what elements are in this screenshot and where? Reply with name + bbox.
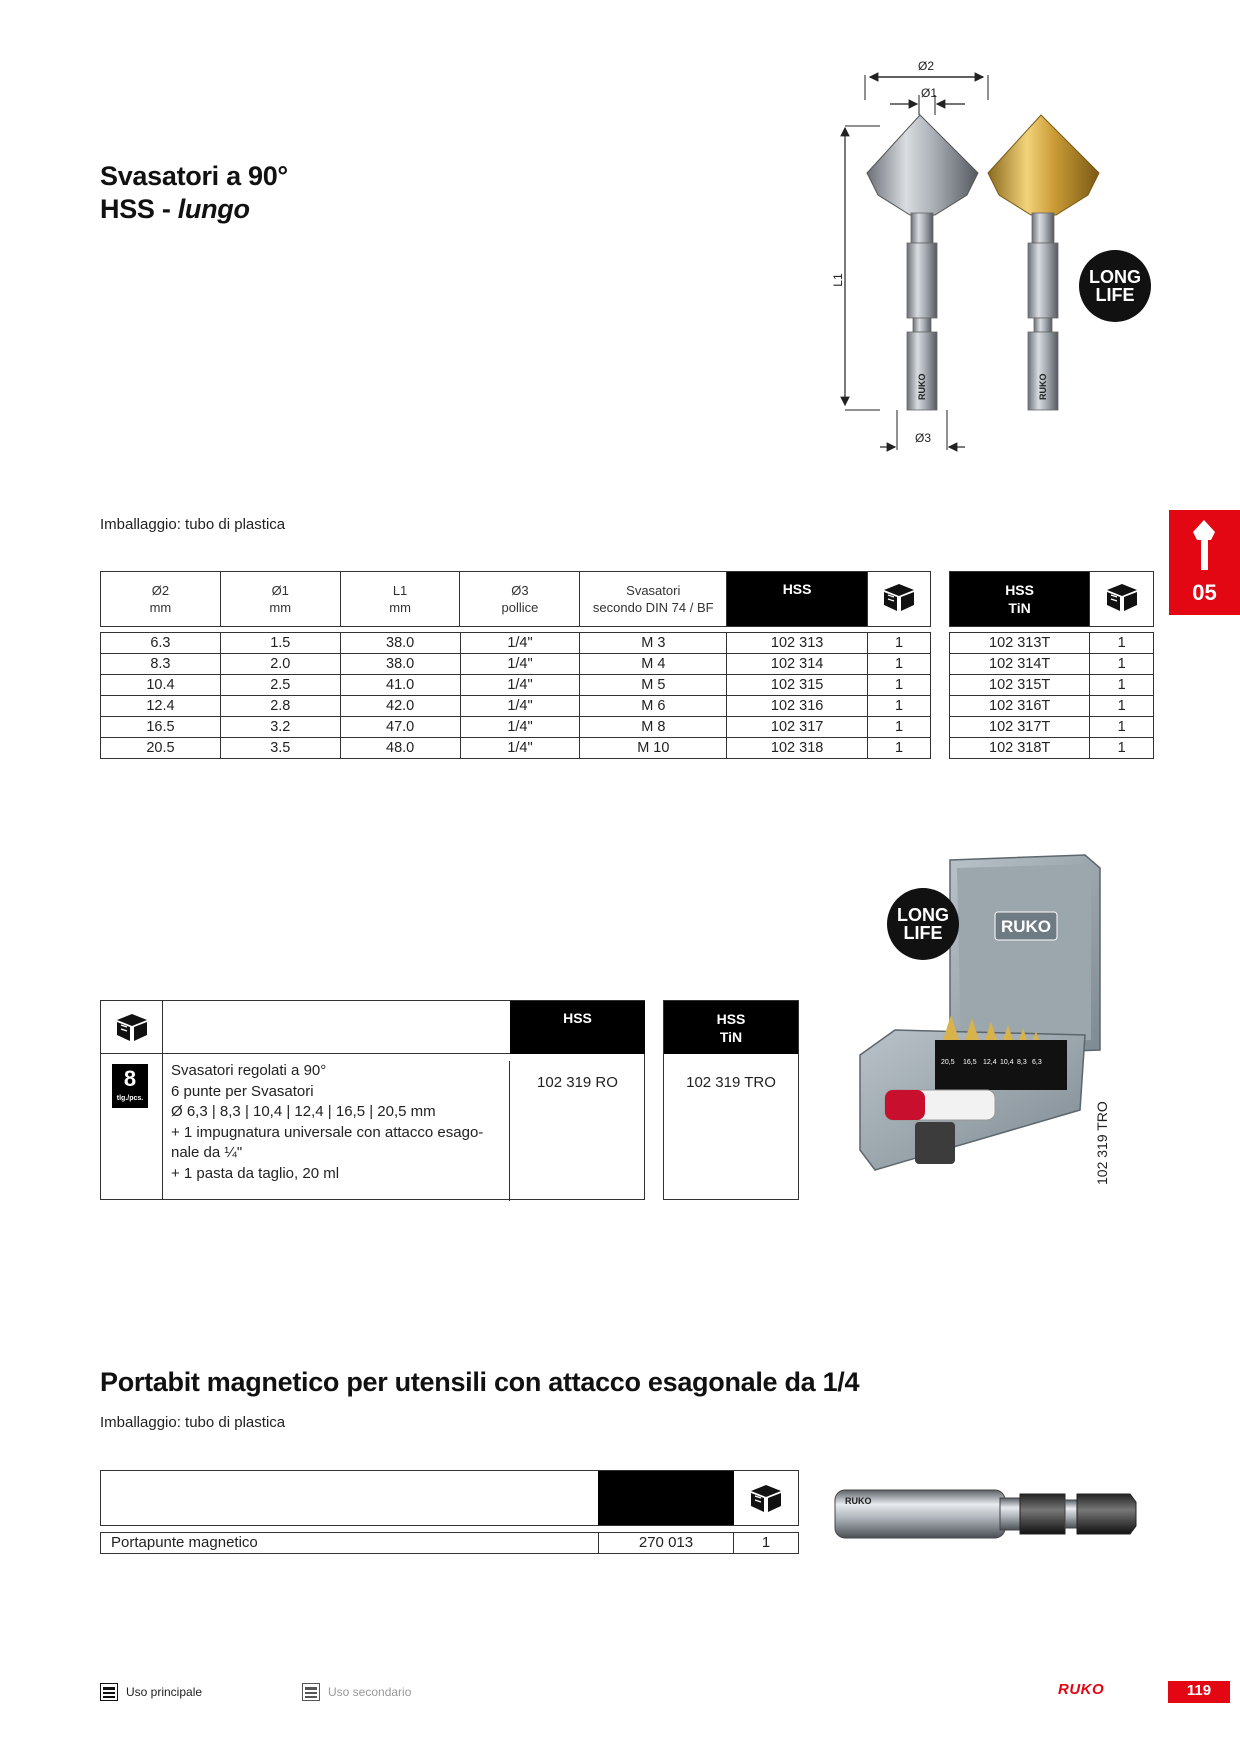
table-row [950, 738, 1154, 759]
steel-tool-brand: RUKO [917, 373, 927, 400]
svg-text:8,3: 8,3 [1017, 1059, 1027, 1066]
primary-use-icon [100, 1683, 118, 1701]
bit-holder-code-header [598, 1471, 734, 1525]
bit-holder-row [100, 1532, 799, 1554]
col-qty-header [868, 572, 931, 627]
cell-bf: M 5 [580, 675, 727, 696]
cell-tin: 102 313T [950, 633, 1090, 654]
col-l1-header: L1 mm [340, 572, 460, 627]
gold-tool-brand: RUKO [1038, 373, 1048, 400]
table-row [101, 633, 931, 654]
dim-d1-label: Ø1 [920, 86, 938, 100]
bit-holder-header [100, 1470, 799, 1526]
cell-l1: 38.0 [340, 633, 460, 654]
table-row [950, 675, 1154, 696]
set-hss-header: HSS [510, 1001, 645, 1054]
cell-qty: 1 [868, 675, 931, 696]
set-desc-line: Svasatori regolati a 90° [171, 1062, 327, 1079]
set-tin-code: 102 319 TRO [686, 1074, 776, 1091]
main-table-body [100, 632, 931, 759]
dim-d3-label: Ø3 [914, 431, 932, 445]
bit-holder-name: Portapunte magnetico [111, 1534, 258, 1551]
cell-l1: 47.0 [340, 717, 460, 738]
table-row [950, 654, 1154, 675]
cell-tin_qty: 1 [1090, 654, 1154, 675]
cell-d2: 10.4 [101, 675, 221, 696]
cell-hss: 102 316 [727, 696, 868, 717]
cell-tin_qty: 1 [1090, 696, 1154, 717]
table-row [101, 675, 931, 696]
set-tin-table [663, 1000, 799, 1200]
cell-d1: 1.5 [220, 633, 340, 654]
cell-tin: 102 314T [950, 654, 1090, 675]
table-row [101, 696, 931, 717]
box-icon [1103, 581, 1141, 613]
bit-holder-code: 270 013 [598, 1533, 734, 1553]
cell-d2: 8.3 [101, 654, 221, 675]
cell-tin_qty: 1 [1090, 717, 1154, 738]
cell-qty: 1 [868, 738, 931, 759]
footer-brand: RUKO [1058, 1681, 1105, 1698]
cell-qty: 1 [868, 633, 931, 654]
cell-hss: 102 315 [727, 675, 868, 696]
dim-l1-label: L1 [831, 273, 845, 287]
cell-d1: 2.0 [220, 654, 340, 675]
cell-d3: 1/4" [460, 696, 580, 717]
set-desc-line: + 1 pasta da taglio, 20 ml [171, 1164, 340, 1182]
set-description [163, 1061, 510, 1201]
cell-tin_qty: 1 [1090, 675, 1154, 696]
countersink-tab-icon [1169, 510, 1240, 580]
col-tin-qty-header [1090, 572, 1154, 627]
case-brand: RUKO [1000, 917, 1052, 936]
cell-d3: 1/4" [460, 633, 580, 654]
table-row [101, 717, 931, 738]
cell-tin: 102 316T [950, 696, 1090, 717]
box-icon [880, 581, 918, 613]
long-life-badge-2: LONG LIFE [887, 888, 959, 960]
table-row [950, 717, 1154, 738]
cell-bf: M 8 [580, 717, 727, 738]
cell-d3: 1/4" [460, 738, 580, 759]
cell-bf: M 10 [580, 738, 727, 759]
bit-holder-packaging: Imballaggio: tubo di plastica [100, 1414, 286, 1431]
svg-text:6,3: 6,3 [1032, 1059, 1042, 1066]
set-pieces-cell [101, 1054, 163, 1200]
pieces-badge: 8 tlg./pcs. [112, 1064, 148, 1108]
set-vertical-code: 102 319 TRO [1094, 1101, 1110, 1185]
secondary-use-icon [302, 1683, 320, 1701]
cell-tin: 102 317T [950, 717, 1090, 738]
cell-d1: 3.5 [220, 738, 340, 759]
cell-d2: 12.4 [101, 696, 221, 717]
bit-holder-brand: RUKO [845, 1496, 872, 1506]
col-d3-header: Ø3 pollice [460, 572, 580, 627]
cell-bf: M 6 [580, 696, 727, 717]
cell-hss: 102 313 [727, 633, 868, 654]
steel-countersink [867, 115, 978, 410]
title-line-2: HSS - lungo [100, 194, 250, 224]
footer-primary-use: Uso principale [100, 1683, 202, 1701]
gold-countersink [988, 115, 1099, 410]
col-tin-header: HSS TiN [950, 572, 1090, 627]
cell-d1: 2.8 [220, 696, 340, 717]
cell-hss: 102 318 [727, 738, 868, 759]
svg-text:16,5: 16,5 [963, 1059, 977, 1066]
cell-l1: 38.0 [340, 654, 460, 675]
col-din-header: Svasatori secondo DIN 74 / BF [580, 572, 727, 627]
box-icon [747, 1482, 785, 1514]
cell-qty: 1 [868, 696, 931, 717]
set-tin-header: HSS TiN [664, 1001, 798, 1054]
cell-bf: M 3 [580, 633, 727, 654]
set-desc-line: 6 punte per Svasatori [171, 1082, 314, 1100]
cell-d3: 1/4" [460, 717, 580, 738]
svg-text:20,5: 20,5 [941, 1059, 955, 1066]
set-desc-line: nale da ¼" [171, 1144, 243, 1161]
cell-qty: 1 [868, 717, 931, 738]
col-d1-header: Ø1 mm [220, 572, 340, 627]
long-life-badge: LONG LIFE [1079, 250, 1151, 322]
set-desc-line: Ø 6,3 | 8,3 | 10,4 | 12,4 | 16,5 | 20,5 mm [171, 1103, 436, 1120]
set-table [100, 1000, 645, 1200]
cell-d2: 20.5 [101, 738, 221, 759]
page-number: 119 [1168, 1681, 1230, 1703]
set-desc-line: + 1 impugnatura universale con attacco esago- [171, 1123, 484, 1141]
chapter-number: 05 [1192, 580, 1217, 605]
cell-d3: 1/4" [460, 675, 580, 696]
cell-hss: 102 317 [727, 717, 868, 738]
cell-bf: M 4 [580, 654, 727, 675]
col-hss-header: HSS [727, 572, 868, 627]
svg-text:12,4: 12,4 [983, 1059, 997, 1066]
box-icon [113, 1011, 151, 1043]
tin-table-header [949, 571, 1154, 627]
cell-d1: 3.2 [220, 717, 340, 738]
bit-holder-qty-header [734, 1471, 798, 1525]
col-d2-header: Ø2 mm [101, 572, 221, 627]
main-table-header [100, 571, 931, 627]
section-title [100, 160, 288, 226]
cell-d2: 16.5 [101, 717, 221, 738]
table-row [950, 696, 1154, 717]
cell-qty: 1 [868, 654, 931, 675]
cell-tin: 102 318T [950, 738, 1090, 759]
set-desc-header [163, 1001, 510, 1054]
table-row [101, 738, 931, 759]
svg-text:10,4: 10,4 [1000, 1059, 1014, 1066]
bit-holder-title: Portabit magnetico per utensili con attacco esagonale da 1/4 [100, 1367, 860, 1397]
packaging-note: Imballaggio: tubo di plastica [100, 516, 286, 533]
bit-holder-qty: 1 [761, 1534, 771, 1551]
table-row [101, 654, 931, 675]
cell-d1: 2.5 [220, 675, 340, 696]
cell-hss: 102 314 [727, 654, 868, 675]
set-hss-code: 102 319 RO [537, 1074, 618, 1091]
footer-secondary-use: Uso secondario [302, 1683, 411, 1701]
cell-d3: 1/4" [460, 654, 580, 675]
cell-tin_qty: 1 [1090, 633, 1154, 654]
cell-l1: 42.0 [340, 696, 460, 717]
tin-table-body [949, 632, 1154, 759]
set-qty-header [101, 1001, 163, 1054]
bit-holder-illustration [830, 1480, 1140, 1550]
chapter-tab [1169, 510, 1240, 615]
title-line-1: Svasatori a 90° [100, 161, 288, 191]
cell-tin_qty: 1 [1090, 738, 1154, 759]
table-row [950, 633, 1154, 654]
cell-l1: 41.0 [340, 675, 460, 696]
cell-l1: 48.0 [340, 738, 460, 759]
dim-d2-label: Ø2 [917, 59, 935, 73]
cell-tin: 102 315T [950, 675, 1090, 696]
cell-d2: 6.3 [101, 633, 221, 654]
